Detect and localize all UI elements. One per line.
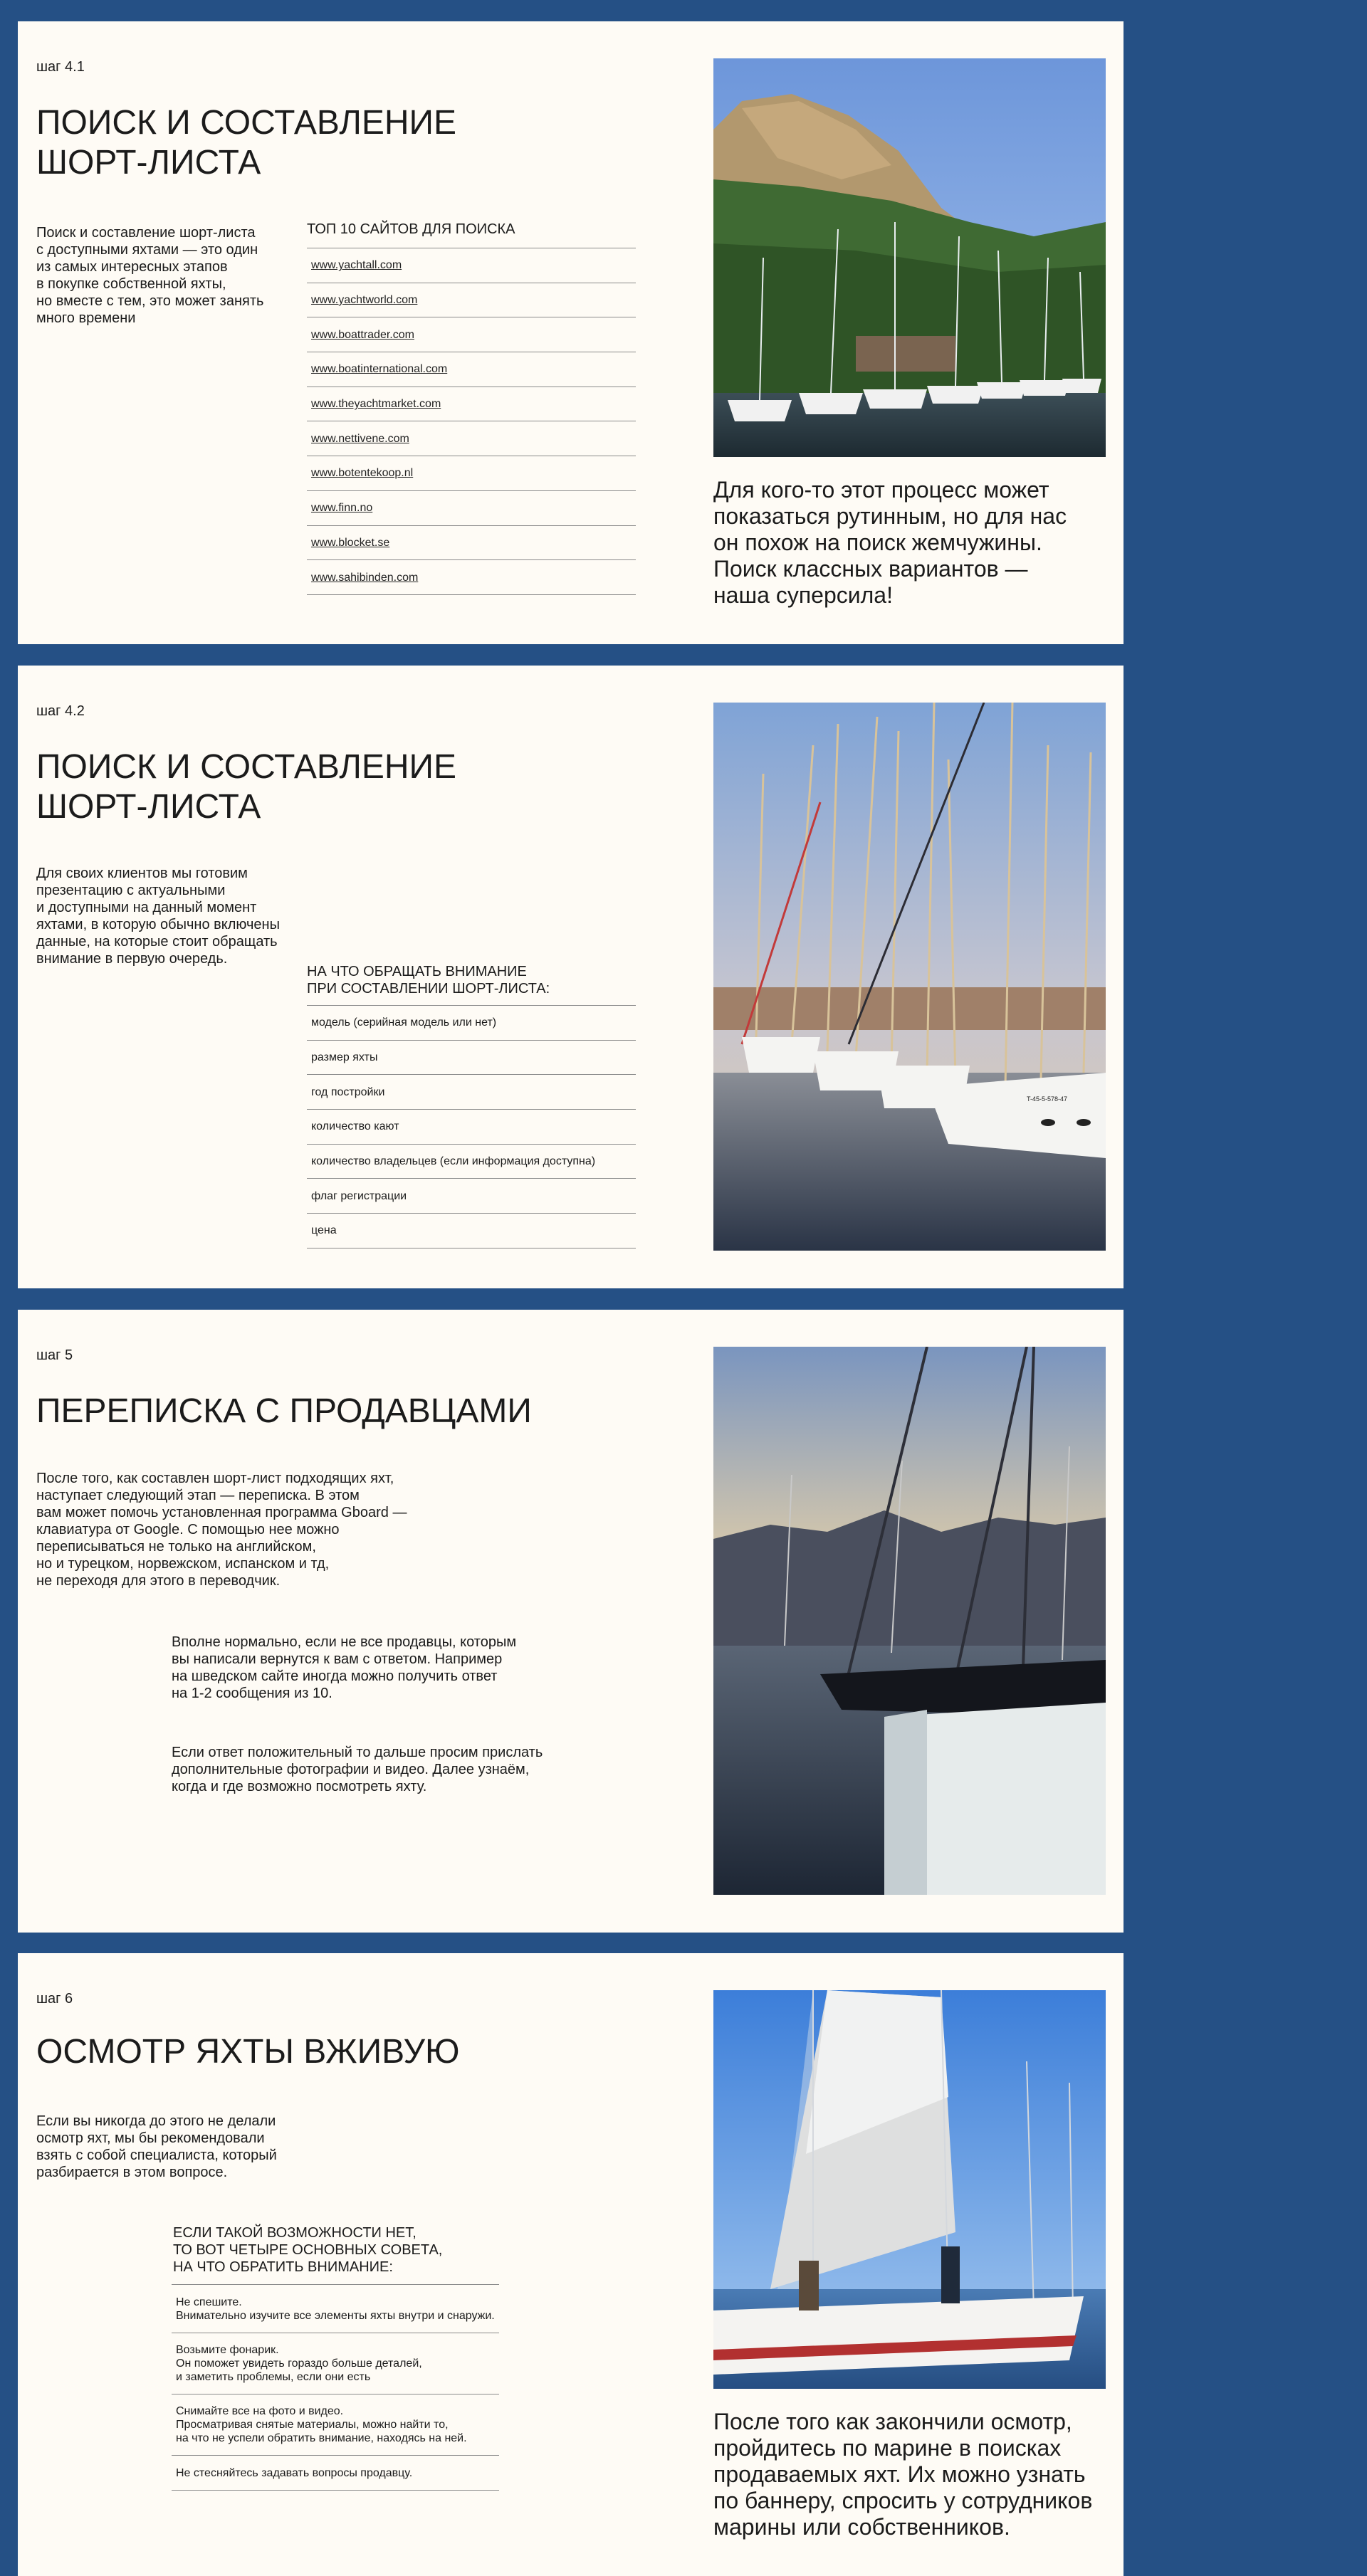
criterion-item: количество кают [307,1110,636,1145]
site-link-item[interactable] [307,491,636,526]
site-link-item[interactable] [307,560,636,595]
site-link-item[interactable] [307,283,636,318]
tip-item: Снимайте все на фото и видео. Просматривая снятые материалы, можно найти то, на что не успели обратить внимание, находясь на ней. [172,2394,499,2456]
site-link[interactable]: www.boatinternational.com [311,363,448,376]
step-label: шаг 4.1 [36,59,85,75]
shortlist-criteria-list [307,1005,636,1248]
list-title: НА ЧТО ОБРАЩАТЬ ВНИМАНИЕ ПРИ СОСТАВЛЕНИИ ШОРТ-ЛИСТА: [307,964,550,997]
intro-text: Поиск и составление шорт-листа с доступными яхтами — это один из самых интересных этапов в покупке собственной яхты, но вместе с тем, это может занять много времени [36,225,264,326]
site-link-item[interactable] [307,456,636,491]
page-title: ПЕРЕПИСКА С ПРОДАВЦАМИ [36,1392,532,1430]
step-6-card [18,1953,1124,2576]
site-link-item[interactable] [307,421,636,456]
hull-registration-text: T-45-5-578-47 [1027,1095,1068,1103]
step-4-2-card [18,666,1124,1288]
sailboat-masts-sunset-photo [713,703,1106,1251]
site-link[interactable]: www.finn.no [311,502,373,515]
page-title: ПОИСК И СОСТАВЛЕНИЕ ШОРТ-ЛИСТА [36,748,457,826]
criterion-item: цена [307,1214,636,1248]
site-link[interactable]: www.theyachtmarket.com [311,398,441,411]
tip-item: Не спешите. Внимательно изучите все элементы яхты внутри и снаружи. [172,2285,499,2333]
step-label: шаг 5 [36,1347,73,1363]
step-label: шаг 6 [36,1991,73,2007]
intro-text: Для своих клиентов мы готовим презентацию с актуальными и доступными на данный момент яхтами, в которую обычно включены данные, на которые стоит обращать внимание в первую очередь. [36,866,280,967]
photo-caption: Для кого-то этот процесс может показаться рутинным, но для нас он похож на поиск жемчужины. Поиск классных вариантов — наша суперсила! [713,477,1067,608]
sites-list [307,248,636,595]
criterion-item: флаг регистрации [307,1179,636,1214]
marina-rock-mountain-photo [713,58,1106,457]
site-link-item[interactable] [307,352,636,387]
site-link[interactable]: www.nettivene.com [311,432,409,445]
criterion-item: год постройки [307,1075,636,1110]
site-link-item[interactable] [307,526,636,561]
list-title: ТОП 10 САЙТОВ ДЛЯ ПОИСКА [307,221,515,237]
tip-item: Не стесняйтесь задавать вопросы продавцу. [172,2456,499,2491]
criterion-item: модель (серийная модель или нет) [307,1006,636,1041]
site-link[interactable]: www.yachtall.com [311,259,402,272]
step-4-1-card [18,21,1124,644]
site-link[interactable]: www.botentekoop.nl [311,467,414,480]
page-title: ОСМОТР ЯХТЫ ВЖИВУЮ [36,2033,460,2071]
photo-caption: После того как закончили осмотр, пройдитесь по марине в поисках продаваемых яхт. Их можно узнать по баннеру, спросить у сотрудников марины или собственников. [713,2409,1093,2540]
site-link-item[interactable] [307,317,636,352]
list-title: ЕСЛИ ТАКОЙ ВОЗМОЖНОСТИ НЕТ, ТО ВОТ ЧЕТЫРЕ ОСНОВНЫХ СОВЕТА, НА ЧТО ОБРАТИТЬ ВНИМАНИЕ: [173,2225,443,2275]
site-link[interactable]: www.sahibinden.com [311,571,419,584]
criterion-item: количество владельцев (если информация доступна) [307,1145,636,1179]
tip-item: Возьмите фонарик. Он поможет увидеть гораздо больше деталей, и заметить проблемы, если они есть [172,2333,499,2394]
sailboat-white-sail-photo [713,1990,1106,2389]
step-5-card [18,1310,1124,1933]
intro-text: После того, как составлен шорт-лист подходящих яхт, наступает следующий этап — переписка. В этом вам может помочь установленная программа Gboard — клавиатура от Google. С помощью нее можно переписываться не только на английском, но и турецком, норвежском, испанском и тд, не переходя для этого в переводчик. [36,1471,407,1589]
site-link[interactable]: www.blocket.se [311,536,390,549]
site-link[interactable]: www.yachtworld.com [311,294,418,307]
site-link[interactable]: www.boattrader.com [311,328,414,341]
step-label: шаг 4.2 [36,703,85,719]
intro-text: Если вы никогда до этого не делали осмотр яхт, мы бы рекомендовали взять с собой специалиста, который разбирается в этом вопросе. [36,2113,277,2180]
inspection-tips-list [172,2284,499,2491]
sailboats-dusk-mountains-photo [713,1347,1106,1895]
criterion-item: размер яхты [307,1041,636,1076]
page-title: ПОИСК И СОСТАВЛЕНИЕ ШОРТ-ЛИСТА [36,104,457,182]
note-reply-rate: Вполне нормально, если не все продавцы, которым вы написали вернутся к вам с ответом. Например на шведском сайте иногда можно получить ответ на 1-2 сообщения из 10. [172,1634,517,1701]
site-link-item[interactable] [307,387,636,422]
site-link-item[interactable] [307,248,636,283]
note-next-steps: Если ответ положительный то дальше просим прислать дополнительные фотографии и видео. Далее узнаём, когда и где возможно посмотреть яхту. [172,1745,543,1794]
